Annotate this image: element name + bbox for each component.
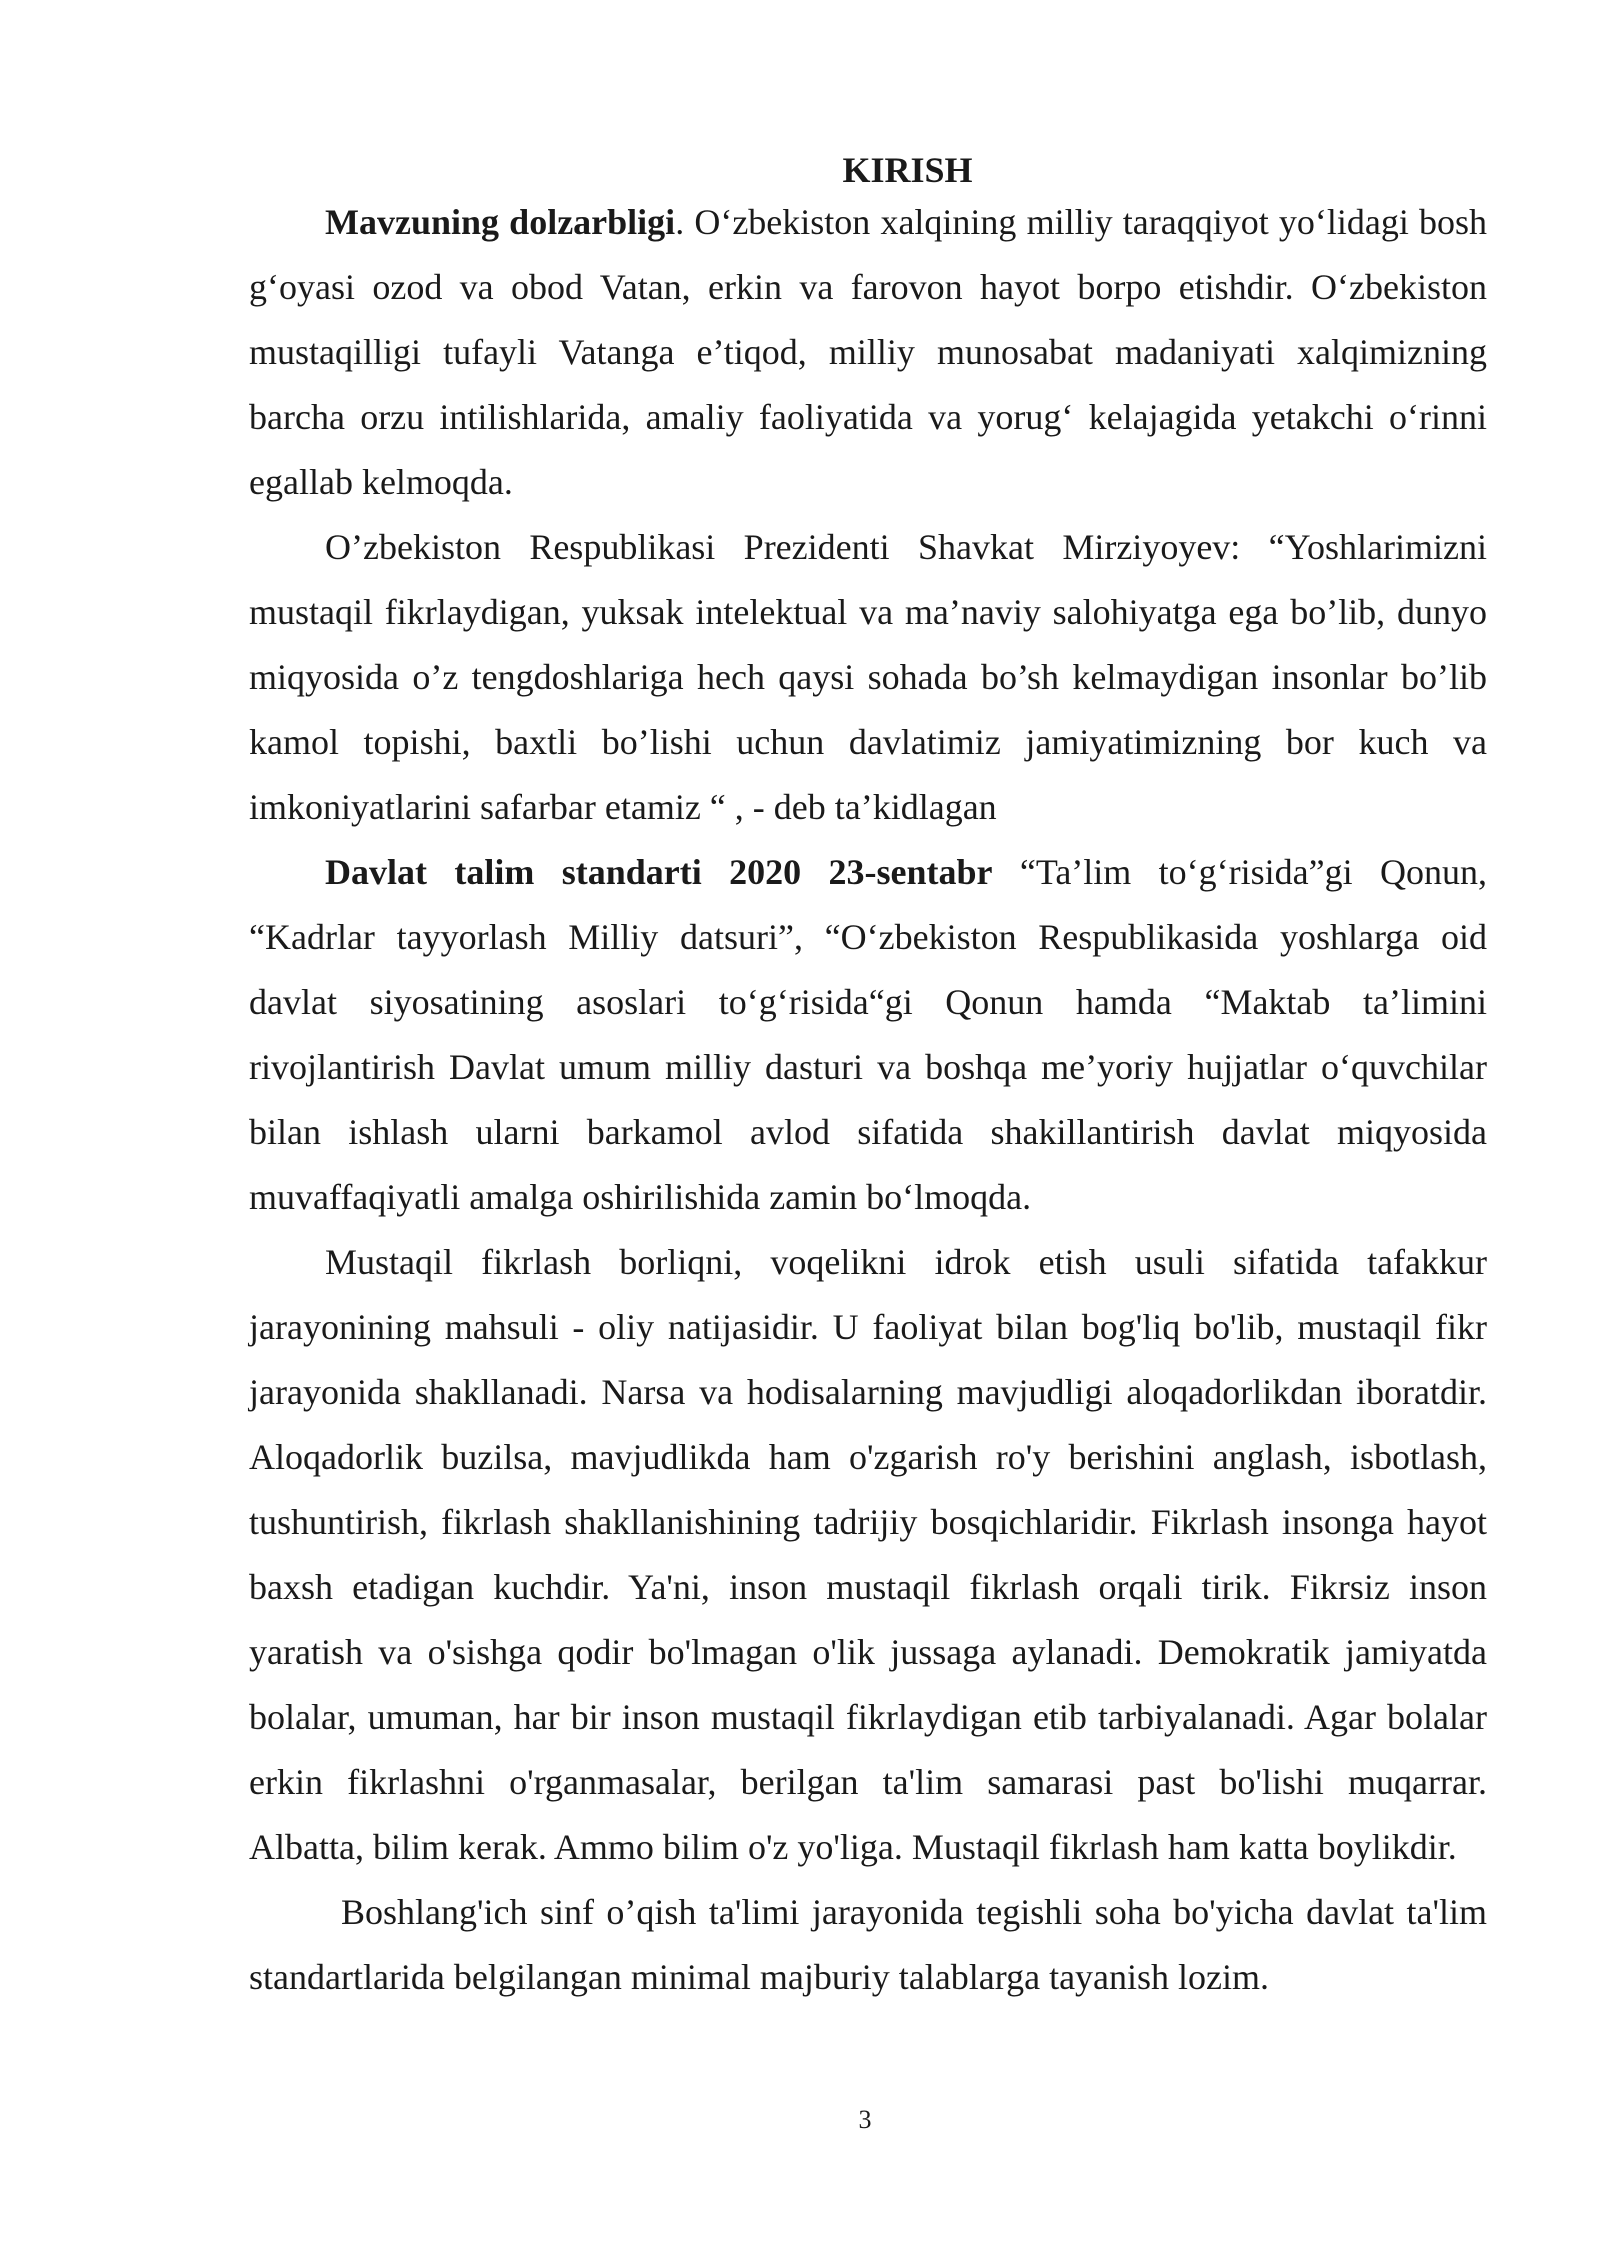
page-title: KIRISH	[842, 150, 973, 190]
paragraph-president-quote	[249, 515, 1487, 840]
paragraph-independent-thinking	[249, 1230, 1487, 1880]
paragraph-text: O’zbekiston Respublikasi Prezidenti Shavkat Mirziyoyev: “Yoshlarimizni mustaqil fikrlaydigan, yuksak intelektual va ma’naviy salohiyatga ega bo’lib, dunyo miqyosida o’z tengdoshlariga hech qaysi sohada bo’sh kelmaydigan insonlar bo’lib kamol topishi, baxtli bo’lishi uchun davlatimiz jamiyatimizning bor kuch va imkoniyatlarini safarbar etamiz “ , - deb ta’kidlagan	[249, 527, 1487, 827]
document-body	[249, 190, 1487, 2010]
paragraph-text: Mustaqil fikrlash borliqni, voqelikni idrok etish usuli sifatida tafakkur jarayonining mahsuli - oliy natijasidir. U faoliyat bilan bog'liq bo'lib, mustaqil fikr jarayonida shakllanadi. Narsa va hodisalarning mavjudligi aloqadorlikdan iboratdir. Aloqadorlik buzilsa, mavjudlikda ham o'zgarish ro'y berishini anglash, isbotlash, tushuntirish, fikrlash shakllanishining tadrijiy bosqichlaridir. Fikrlash insonga hayot baxsh etadigan kuchdir. Ya'ni, inson mustaqil fikrlash orqali tirik. Fikrsiz inson yaratish va o'sishga qodir bo'lmagan o'lik jussaga aylanadi. Demokratik jamiyatda bolalar, umuman, har bir inson mustaqil fikrlaydigan etib tarbiyalanadi. Agar bolalar erkin fikrlashni o'rganmasalar, berilgan ta'lim samarasi past bo'lishi muqarrar. Albatta, bilim kerak. Ammo bilim o'z yo'liga. Mustaqil fikrlash ham katta boylikdir.	[249, 1242, 1487, 1867]
paragraph-primary-reading	[249, 1880, 1487, 2010]
paragraph-text: “Ta’lim to‘g‘risida”gi Qonun, “Kadrlar tayyorlash Milliy datsuri”, “O‘zbekiston Respublikasida yoshlarga oid davlat siyosatining asoslari to‘g‘risida“gi Qonun hamda “Maktab ta’limini rivojlantirish Davlat umum milliy dasturi va boshqa me’yoriy hujjatlar o‘quvchilar bilan ishlash ularni barkamol avlod sifatida shakillantirish davlat miqyosida muvaffaqiyatli amalga oshirilishida zamin bo‘lmoqda.	[249, 852, 1487, 1217]
paragraph-standard	[249, 840, 1487, 1230]
paragraph-text: Boshlang'ich sinf o’qish ta'limi jarayonida tegishli soha bo'yicha davlat ta'lim standartlarida belgilangan minimal majburiy talablarga tayanish lozim.	[249, 1892, 1487, 1997]
paragraph-bold-lead: Mavzuning dolzarbligi	[325, 202, 676, 242]
paragraph-relevance	[249, 190, 1487, 515]
paragraph-text: . O‘zbekiston xalqining milliy taraqqiyot yo‘lidagi bosh g‘oyasi ozod va obod Vatan, erkin va farovon hayot borpo etishdir. O‘zbekiston mustaqilligi tufayli Vatanga e’tiqod, milliy munosabat madaniyati xalqimizning barcha orzu intilishlarida, amaliy faoliyatida va yorug‘ kelajagida yetakchi o‘rinni egallab kelmoqda.	[249, 202, 1487, 502]
paragraph-bold-lead: Davlat talim standarti 2020 23-sentabr	[325, 852, 993, 892]
page-number: 3	[858, 2105, 872, 2134]
